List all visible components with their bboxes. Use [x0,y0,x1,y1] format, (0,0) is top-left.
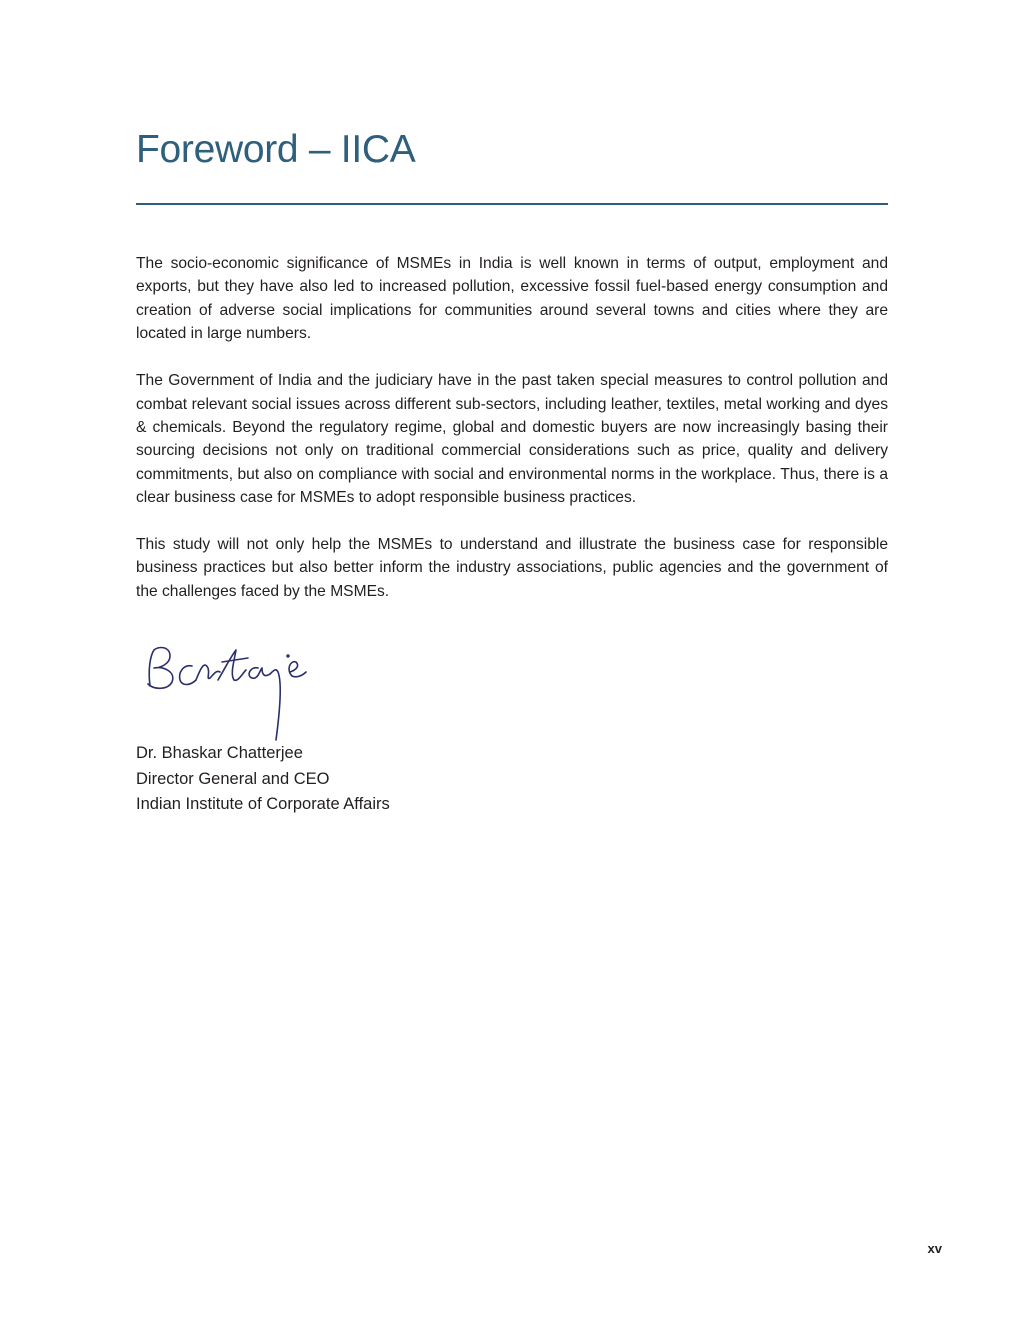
signature-image [140,640,320,744]
signatory-name: Dr. Bhaskar Chatterjee [136,744,303,762]
paragraph-1: The socio-economic significance of MSMEs in India is well known in terms of output, employment and exports, but they have also led to increased pollution, excessive fossil fuel-based energy consumption and creation of adverse social implications for communities around several towns and cities where they are located in large numbers. [136,255,888,343]
signatory-designation: Director General and CEO [136,769,330,788]
signatory-block [136,741,390,818]
signatory-organization: Indian Institute of Corporate Affairs [136,795,390,813]
foreword-body [136,252,888,627]
page-number: xv [927,1241,942,1256]
page-title: Foreword – IICA [136,128,416,171]
paragraph-2: The Government of India and the judiciary have in the past taken special measures to control pollution and combat relevant social issues across different sub-sectors, including leather, textiles, metal working and dyes & chemicals. Beyond the regulatory regime, global and domestic buyers are now increasingly basing their sourcing decisions not only on traditional commercial considerations such as price, quality and delivery commitments, but also on compliance with social and environmental norms in the workplace. Thus, there is a clear business case for MSMEs to adopt responsible business practices. [136,372,888,507]
paragraph-3: This study will not only help the MSMEs to understand and illustrate the business case for responsible business practices but also better inform the industry associations, public agencies and the government of the challenges faced by the MSMEs. [136,536,888,600]
title-divider [136,203,888,205]
